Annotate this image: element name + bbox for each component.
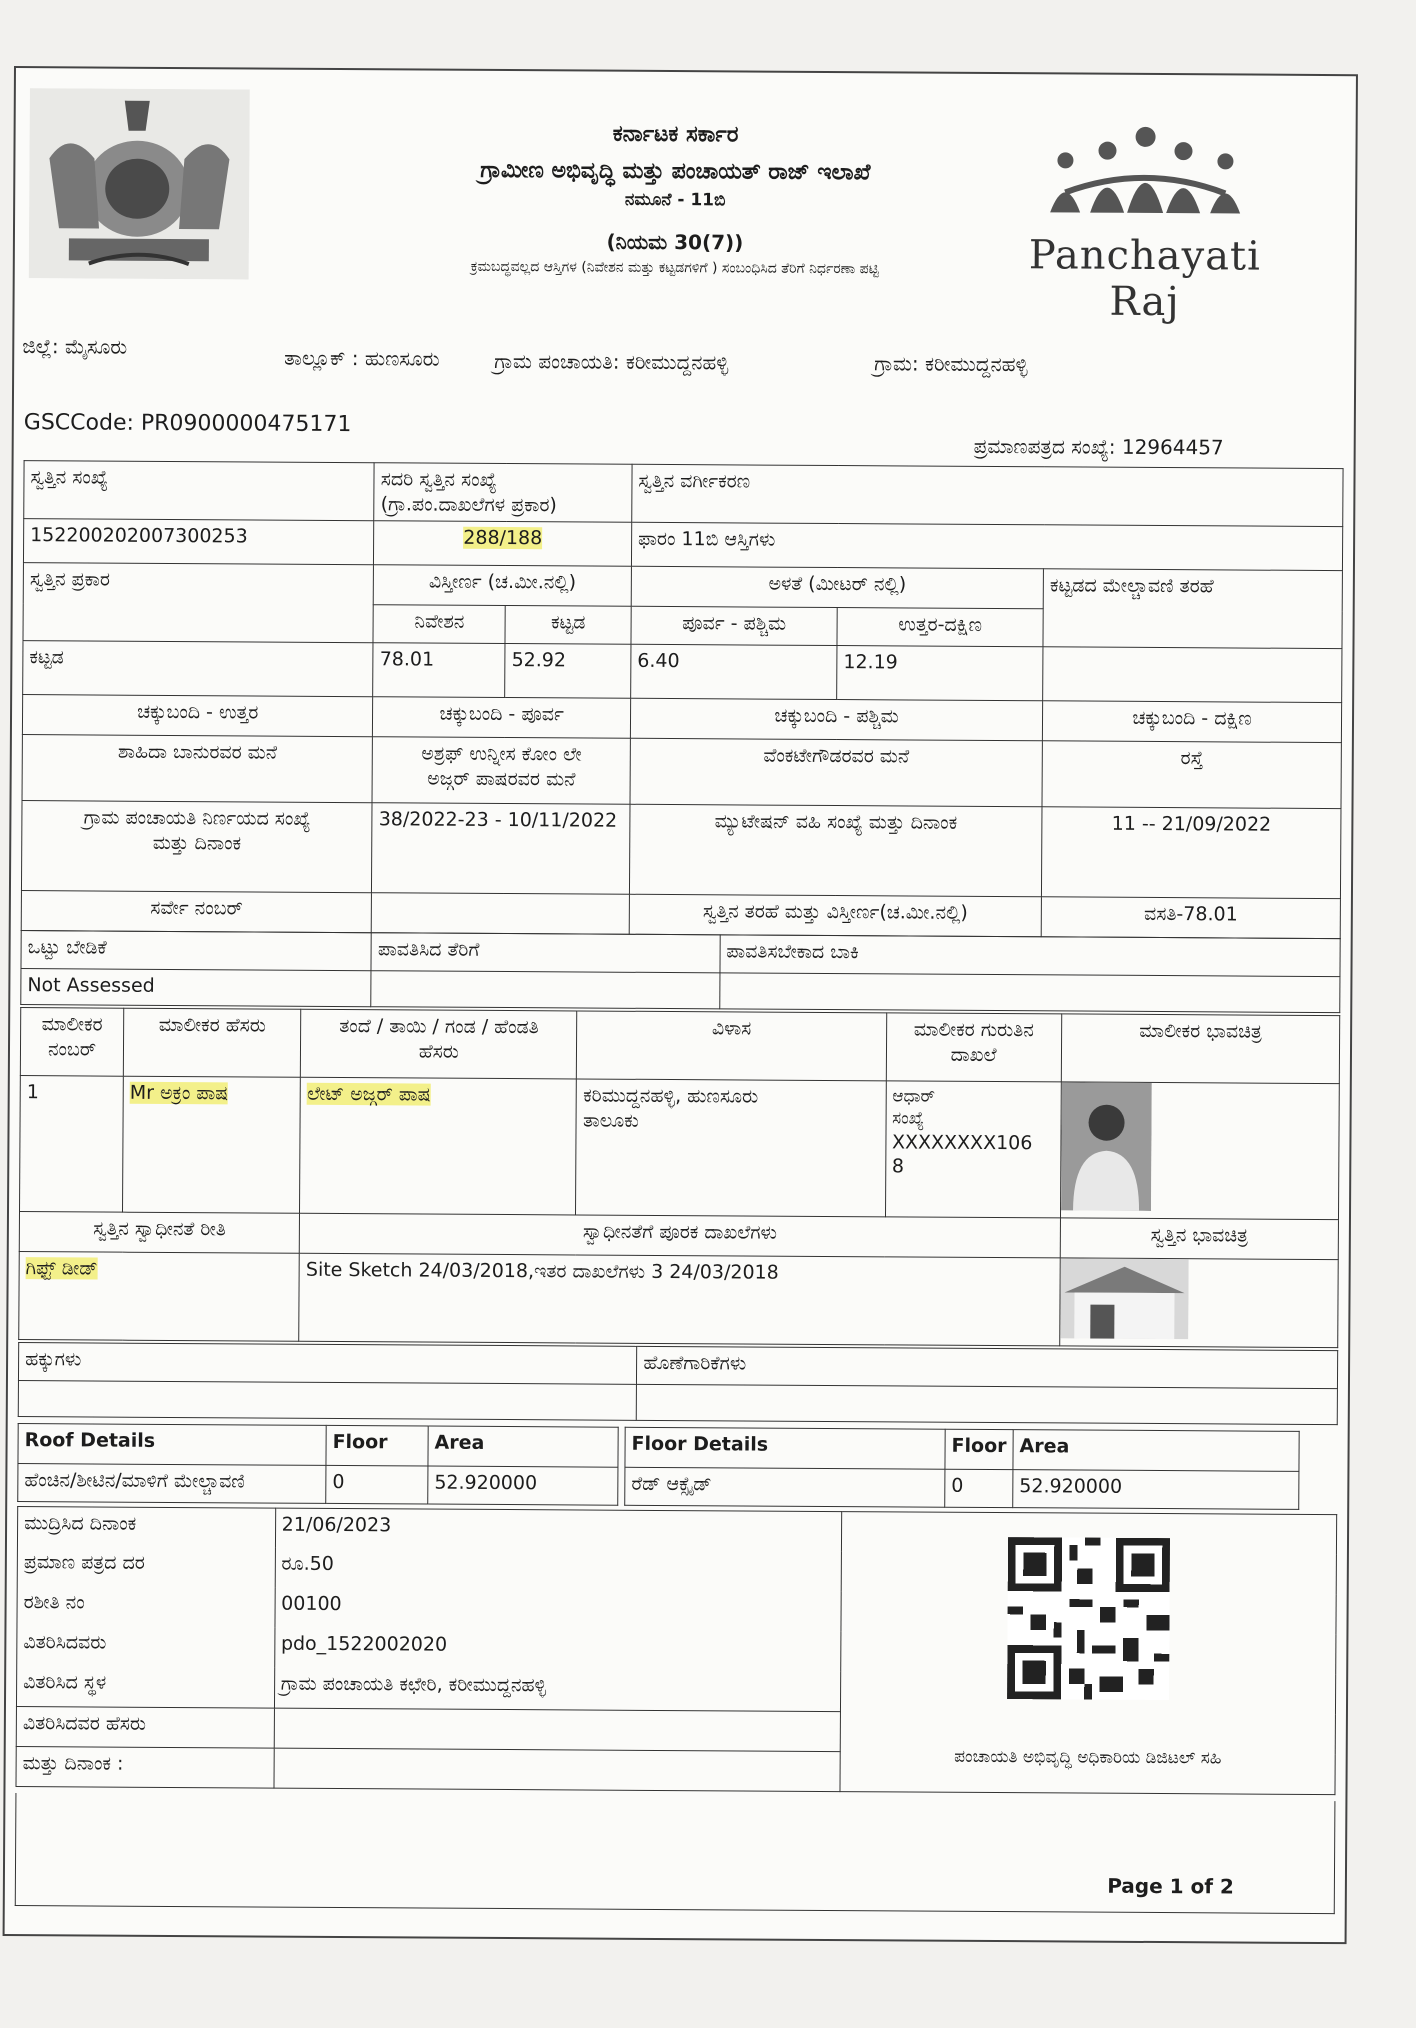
liabilities-value	[637, 1384, 1338, 1424]
id-header-line1: ಮಾಲೀಕರ ಗುರುತಿನ	[913, 1018, 1034, 1042]
possession-docs: Site Sketch 24/03/2018,ಇತರ ದಾಖಲೆಗಳು 3 24/03/2018	[299, 1253, 1060, 1345]
balance	[719, 973, 1340, 1013]
east-boundary-line2: ಅಜ್ಗರ್ ಪಾಷರವರ ಮನೆ	[427, 767, 576, 791]
south-boundary: ರಸ್ತೆ	[1042, 741, 1341, 809]
certificate-number: ಪ್ರಮಾಣಪತ್ರದ ಸಂಖ್ಯೆ: 12964457	[973, 433, 1224, 460]
classification-header: ಸ್ವತ್ತಿನ ವರ್ಗೀಕರಣ	[632, 464, 1343, 527]
id-header-line2: ದಾಖಲೆ	[950, 1043, 997, 1067]
address-header: ವಿಳಾಸ	[577, 1011, 887, 1081]
balance-header: ಪಾವತಿಸಬೇಕಾದ ಬಾಕಿ	[720, 935, 1341, 977]
west-boundary-header: ಚಕ್ಕುಬಂದಿ - ಪಶ್ಚಿಮ	[630, 699, 1042, 742]
possession-mode-header: ಸ್ವತ್ತಿನ ಸ್ವಾಧೀನತೆ ರೀತಿ	[19, 1212, 300, 1254]
tax-paid-header: ಪಾವತಿಸಿದ ತೆರಿಗೆ	[371, 933, 720, 973]
owner-photo-header: ಮಾಲೀಕರ ಭಾವಚಿತ್ರ	[1061, 1014, 1340, 1084]
gram-panchayat: ಗ್ರಾಮ ಪಂಚಾಯತಿ: ಕರೀಮುದ್ದನಹಳ್ಳಿ	[494, 348, 729, 375]
building-header: ಕಟ್ಟಡ	[505, 606, 631, 645]
form-description: ಕ್ರಮಬದ್ಧವಲ್ಲದ ಆಸ್ತಿಗಳ (ನಿವೇಶನ ಮತ್ತು ಕಟ್ಟಡಗಳಿಗೆ ) ಸಂಬಂಧಿಸಿದ ತೆರಿಗೆ ನಿರ್ಧರಣಾ ಪಟ್ಟಿ	[470, 258, 879, 278]
roof-type: ಹೆಂಚಿನ/ಶೀಟಿನ/ಮಾಳಿಗೆ ಮೇಲ್ಚಾವಣಿ	[18, 1463, 326, 1503]
tax-paid	[371, 971, 720, 1009]
rights-header: ಹಕ್ಕುಗಳು	[18, 1342, 637, 1384]
east-boundary-line1: ಅಶ್ರಫ್ ಉನ್ನೀಸ ಕೋಂ ಲೇ	[421, 742, 582, 766]
property-area-header: ಸ್ವತ್ತಿನ ತರಹೆ ಮತ್ತು ವಿಸ್ತೀರ್ಣ(ಚ.ಮೀ.ನಲ್ಲಿ)	[629, 895, 1041, 938]
property-photo-icon	[1060, 1258, 1188, 1339]
id-number-line1: XXXXXXXX106	[891, 1130, 1033, 1154]
property-no-header: ಸ್ವತ್ತಿನ ಸಂಖ್ಯೆ	[24, 461, 375, 522]
property-type: ಕಟ್ಟಡ	[23, 641, 374, 697]
east-west-length: 6.40	[631, 645, 837, 700]
building-area: 52.92	[505, 644, 631, 699]
address-line2: ತಾಲೂಕು	[582, 1109, 639, 1132]
document-sheet	[3, 66, 1358, 1944]
owner-no-header-line2: ನಂಬರ್	[47, 1038, 97, 1061]
place-header: ವಿತರಿಸಿದ ಸ್ಥಳ	[16, 1666, 274, 1708]
total-demand-header: ಒಟ್ಟು ಬೇಡಿಕೆ	[21, 931, 372, 971]
fee: ರೂ.50	[275, 1548, 842, 1591]
possession-mode: ಗಿಫ್ಟ್ ಡೀಡ್	[25, 1257, 98, 1280]
roof-area: 52.920000	[428, 1466, 618, 1505]
owner-no-header-line1: ಮಾಲೀಕರ	[41, 1013, 103, 1036]
west-boundary: ವೆಂಕಟೇಗೌಡರವರ ಮನೆ	[630, 739, 1043, 808]
north-boundary: ಶಾಹಿದಾ ಬಾನುರವರ ಮನೆ	[22, 735, 373, 803]
north-south-length: 12.19	[837, 646, 1043, 701]
mutation-header: ಮ್ಯುಟೇಷನ್ ವಹಿ ಸಂಖ್ಯೆ ಮತ್ತು ದಿನಾಂಕ	[629, 805, 1042, 898]
department-title: ಗ್ರಾಮೀಣ ಅಭಿವೃದ್ಧಿ ಮತ್ತು ಪಂಚಾಯತ್ ರಾಜ್ ಇಲಾಖೆ	[480, 157, 871, 186]
old-no-header: ಸದರಿ ಸ್ವತ್ತಿನ ಸಂಖ್ಯೆ (ಗ್ರಾ.ಪಂ.ದಾಖಲೆಗಳ ಪ್ರಕಾರ)	[374, 463, 632, 523]
classification: ಫಾರಂ 11ಬಿ ಆಸ್ತಿಗಳು	[631, 523, 1342, 571]
date-header: ಮತ್ತು ದಿನಾಂಕ :	[16, 1746, 274, 1788]
floor-number: 0	[945, 1469, 1013, 1507]
property-table	[21, 460, 1344, 939]
issue-place: ಗ್ರಾಮ ಪಂಚಾಯತಿ ಕಛೇರಿ, ಕರೀಮುದ್ದನಹಳ್ಳಿ	[274, 1668, 841, 1711]
government-title: ಕರ್ನಾಟಕ ಸರ್ಕಾರ	[612, 121, 739, 148]
floor-area-header: Area	[1013, 1429, 1299, 1471]
roof-table	[17, 1423, 618, 1506]
parent-name: ಲೇಟ್ ಅಜ್ಗರ್ ಪಾಷ	[306, 1083, 431, 1106]
printed-date: 21/06/2023	[275, 1508, 842, 1551]
panchayati-raj-logo	[1025, 122, 1266, 326]
south-boundary-header: ಚಕ್ಕುಬಂದಿ - ದಕ್ಷಿಣ	[1043, 701, 1342, 743]
recipient-date	[274, 1748, 841, 1791]
floor-details-header: Floor Details	[625, 1427, 945, 1469]
id-type-line1: ಆಧಾರ್	[892, 1086, 936, 1108]
roof-floor-section	[17, 1423, 1337, 1510]
digital-signature-label: ಪಂಚಾಯತಿ ಅಭಿವೃದ್ಧಿ ಅಧಿಕಾರಿಯ ಡಿಜಿಟಲ್ ಸಹಿ	[954, 1746, 1222, 1768]
owner-photo-icon	[1061, 1083, 1152, 1212]
recipient-name	[274, 1708, 841, 1751]
possession-docs-header: ಸ್ವಾಧೀನತೆಗೆ ಪೂರಕ ದಾಖಲೆಗಳು	[300, 1213, 1061, 1258]
liabilities-header: ಹೊಣೆಗಾರಿಕೆಗಳು	[637, 1346, 1338, 1388]
gp-resolution-header-line2: ಮತ್ತು ದಿನಾಂಕ	[152, 831, 242, 855]
receipt-header: ರಶೀತಿ ನಂ	[17, 1586, 275, 1628]
owner-table	[18, 1007, 1340, 1347]
roof-floor: 0	[326, 1465, 428, 1504]
rights-table	[18, 1342, 1338, 1425]
property-no: 152200202007300253	[23, 519, 374, 565]
floor-area: 52.920000	[1013, 1469, 1299, 1509]
property-photo-header: ಸ್ವತ್ತಿನ ಭಾವಚಿತ್ರ	[1060, 1218, 1339, 1260]
north-south-header: ಉತ್ತರ-ದಕ್ಷಿಣ	[837, 608, 1043, 647]
parent-header-line1: ತಂದೆ / ತಾಯಿ / ಗಂಡ / ಹೆಂಡತಿ	[339, 1015, 539, 1039]
qr-code-icon	[1007, 1537, 1170, 1700]
taluk: ತಾಲ್ಲೂಕ್ : ಹುಣಸೂರು	[284, 345, 440, 371]
owner-name-header: ಮಾಲೀಕರ ಹೆಸರು	[123, 1009, 301, 1078]
issue-table	[15, 1506, 1337, 1795]
parent-header-line2: ಹೆಸರು	[418, 1040, 459, 1063]
fee-header: ಪ್ರಮಾಣ ಪತ್ರದ ದರ	[17, 1546, 275, 1588]
area-header: ವಿಸ್ತೀರ್ಣ (ಚ.ಮೀ.ನಲ್ಲಿ)	[374, 565, 632, 607]
owner-name: Mr ಅಕ್ರಂ ಪಾಷ	[129, 1082, 229, 1105]
east-west-header: ಪೂರ್ವ - ಪಶ್ಚಿಮ	[631, 607, 837, 646]
printed-date-header: ಮುದ್ರಿಸಿದ ದಿನಾಂಕ	[17, 1506, 275, 1548]
building-type	[1043, 647, 1342, 703]
building-type-header: ಕಟ್ಟಡದ ಮೇಲ್ಚಾವಣಿ ತರಹೆ	[1043, 569, 1342, 649]
floor-table	[624, 1427, 1299, 1510]
people-group-icon	[1045, 122, 1246, 223]
roof-floor-header: Floor	[326, 1425, 428, 1466]
issuer: pdo_1522002020	[274, 1628, 841, 1671]
tax-table	[20, 930, 1340, 1013]
floor-type: ರೆಡ್ ಆಕ್ಸೈಡ್	[625, 1467, 945, 1507]
village: ಗ್ರಾಮ: ಕರೀಮುದ್ದನಹಳ್ಳಿ	[874, 351, 1028, 377]
rule-number: (ನಿಯಮ 30(7))	[606, 229, 744, 255]
property-area: ವಸತಿ-78.01	[1041, 897, 1340, 939]
property-details-section	[15, 460, 1344, 1914]
gsc-code: GSCCode: PR0900000475171	[23, 410, 352, 438]
old-property-no: 288/188	[463, 527, 543, 550]
rights-value	[18, 1380, 636, 1420]
recipient-header: ವಿತರಿಸಿದವರ ಹೆಸರು	[16, 1706, 274, 1748]
karnataka-emblem-icon	[29, 88, 250, 279]
gp-resolution-header-line1: ಗ್ರಾಮ ಪಂಚಾಯತಿ ನಿರ್ಣಯದ ಸಂಖ್ಯೆ	[83, 806, 311, 831]
survey-number	[372, 893, 630, 935]
page-number: Page 1 of 2	[1107, 1873, 1234, 1899]
roof-area-header: Area	[428, 1426, 618, 1467]
logo-text: Panchayati Raj	[1028, 232, 1262, 326]
floor-header: Floor	[945, 1429, 1013, 1469]
mutation: 11 -- 21/09/2022	[1042, 807, 1341, 899]
id-type-line2: ಸಂಖ್ಯೆ	[892, 1108, 925, 1130]
address-line1: ಕರಿಮುದ್ದನಹಳ್ಳಿ, ಹುಣಸೂರು	[583, 1084, 759, 1108]
roof-header: Roof Details	[18, 1423, 326, 1465]
survey-header: ಸರ್ವೇ ನಂಬರ್	[21, 891, 372, 933]
north-boundary-header: ಚಕ್ಕುಬಂದಿ - ಉತ್ತರ	[22, 695, 373, 737]
east-boundary-header: ಚಕ್ಕುಬಂದಿ - ಪೂರ್ವ	[373, 697, 631, 739]
district: ಜಿಲ್ಲೆ: ಮೈಸೂರು	[22, 334, 128, 359]
footer-box	[15, 1793, 1336, 1914]
form-number: ನಮೂನೆ - 11ಬಿ	[624, 189, 726, 211]
id-number-line2: 8	[891, 1155, 905, 1178]
gp-resolution: 38/2022-23 - 10/11/2022	[372, 803, 630, 895]
site-header: ನಿವೇಶನ	[373, 605, 505, 644]
receipt-no: 00100	[275, 1588, 842, 1631]
owner-no: 1	[20, 1076, 124, 1212]
property-type-header: ಸ್ವತ್ತಿನ ಪ್ರಕಾರ	[23, 563, 374, 643]
total-demand: Not Assessed	[21, 969, 372, 1007]
site-area: 78.01	[373, 643, 505, 698]
issuer-header: ವಿತರಿಸಿದವರು	[17, 1626, 275, 1668]
dimension-header: ಅಳತೆ (ಮೀಟರ್ ನಲ್ಲಿ)	[631, 567, 1043, 610]
